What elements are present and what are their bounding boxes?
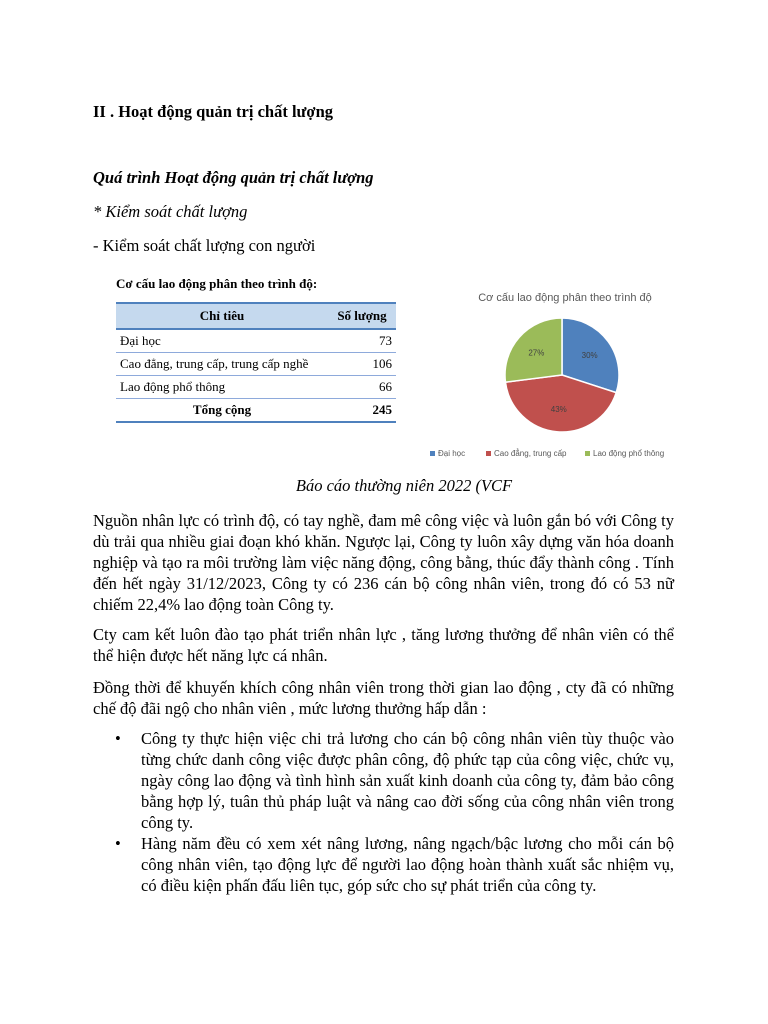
row-label: Cao đẳng, trung cấp, trung cấp nghề [116, 353, 328, 376]
sub-heading: Quá trình Hoạt động quản trị chất lượng [93, 168, 374, 187]
list-item-text: Hàng năm đều có xem xét nâng lương, nâng ngạch/bậc lương cho mỗi cán bộ công nhân viên, tạo động lực để người lao động hoàn thành xuất sắc nhiệm vụ, có điều kiện phấn đấu liên tục, góp sức cho sự phát triển của công ty. [141, 834, 674, 895]
labor-structure-table [116, 302, 396, 423]
row-value: 73 [328, 329, 396, 353]
paragraph-benefits: Đồng thời để khuyến khích công nhân viên trong thời gian lao động , cty đã có những chế độ đãi ngộ cho nhân viên , mức lương thưởng hấp dẫn : [93, 678, 674, 718]
row-label: Đại học [116, 329, 328, 353]
list-item-text: Công ty thực hiện việc chi trả lương cho cán bộ công nhân viên tùy thuộc vào từng chức danh công việc được phân công, độ phức tạp của công việc, chức vụ, ngày công lao động và tình hình sản xuất kinh doanh của công ty, đảm bảo công bằng hợp lý, tuân thủ pháp luật và nâng cao đời sống của công nhân viên trong công ty. [141, 729, 674, 832]
table-total-row [116, 399, 396, 423]
labor-structure-pie-chart [420, 284, 710, 464]
column-header-indicator: Chỉ tiêu [116, 303, 328, 329]
pie-slice-label: 30% [581, 350, 598, 360]
pie-chart-svg [420, 284, 710, 464]
row-value: 106 [328, 353, 396, 376]
table-row [116, 353, 396, 376]
row-value: 66 [328, 376, 396, 399]
table-row [116, 376, 396, 399]
figure-caption: Báo cáo thường niên 2022 (VCF [295, 476, 513, 495]
human-quality-control-item: - Kiểm soát chất lượng con người [93, 236, 316, 255]
list-item [93, 728, 674, 833]
legend-label: Lao động phổ thông [593, 449, 665, 458]
section-heading: II . Hoạt động quản trị chất lượng [93, 102, 333, 121]
table-title: Cơ cấu lao động phân theo trình độ: [116, 276, 318, 291]
row-label: Lao động phổ thông [116, 376, 328, 399]
bullet-icon: • [115, 834, 121, 853]
pie-slice-label: 43% [550, 405, 567, 415]
column-header-quantity: Số lượng [328, 303, 396, 329]
legend-label: Đại học [438, 449, 466, 458]
legend-swatch [585, 451, 590, 456]
pie-slice-label: 27% [528, 348, 545, 358]
bullet-icon: • [115, 729, 121, 748]
list-item [93, 833, 674, 896]
paragraph-training: Cty cam kết luôn đào tạo phát triển nhân lực , tăng lương thưởng để nhân viên có thể thể hiện được hết năng lực cá nhân. [93, 625, 674, 665]
legend-swatch [486, 451, 491, 456]
chart-title: Cơ cấu lao động phân theo trình độ [478, 292, 652, 304]
legend-swatch [430, 451, 435, 456]
legend-label: Cao đẳng, trung cấp [494, 449, 567, 458]
paragraph-workforce: Nguồn nhân lực có trình độ, có tay nghề, đam mê công việc và luôn gắn bó với Công ty dù trải qua nhiều giai đoạn khó khăn. Ngược lại, Công ty luôn xây dựng văn hóa doanh nghiệp và tạo ra môi trường làm việc năng động, công bằng, thúc đẩy thành công . Tính đến hết ngày 31/12/2023, Công ty có 236 cán bộ công nhân viên, trong đó có 53 nữ chiếm 22,4% lao động toàn Công ty. [93, 511, 674, 614]
total-value: 245 [328, 399, 396, 423]
total-label: Tổng cộng [116, 399, 328, 423]
labor-structure-table-figure [116, 276, 400, 423]
benefits-list [93, 728, 674, 896]
quality-control-item: * Kiểm soát chất lượng [93, 202, 248, 221]
table-row [116, 329, 396, 353]
table-header-row [116, 303, 396, 329]
